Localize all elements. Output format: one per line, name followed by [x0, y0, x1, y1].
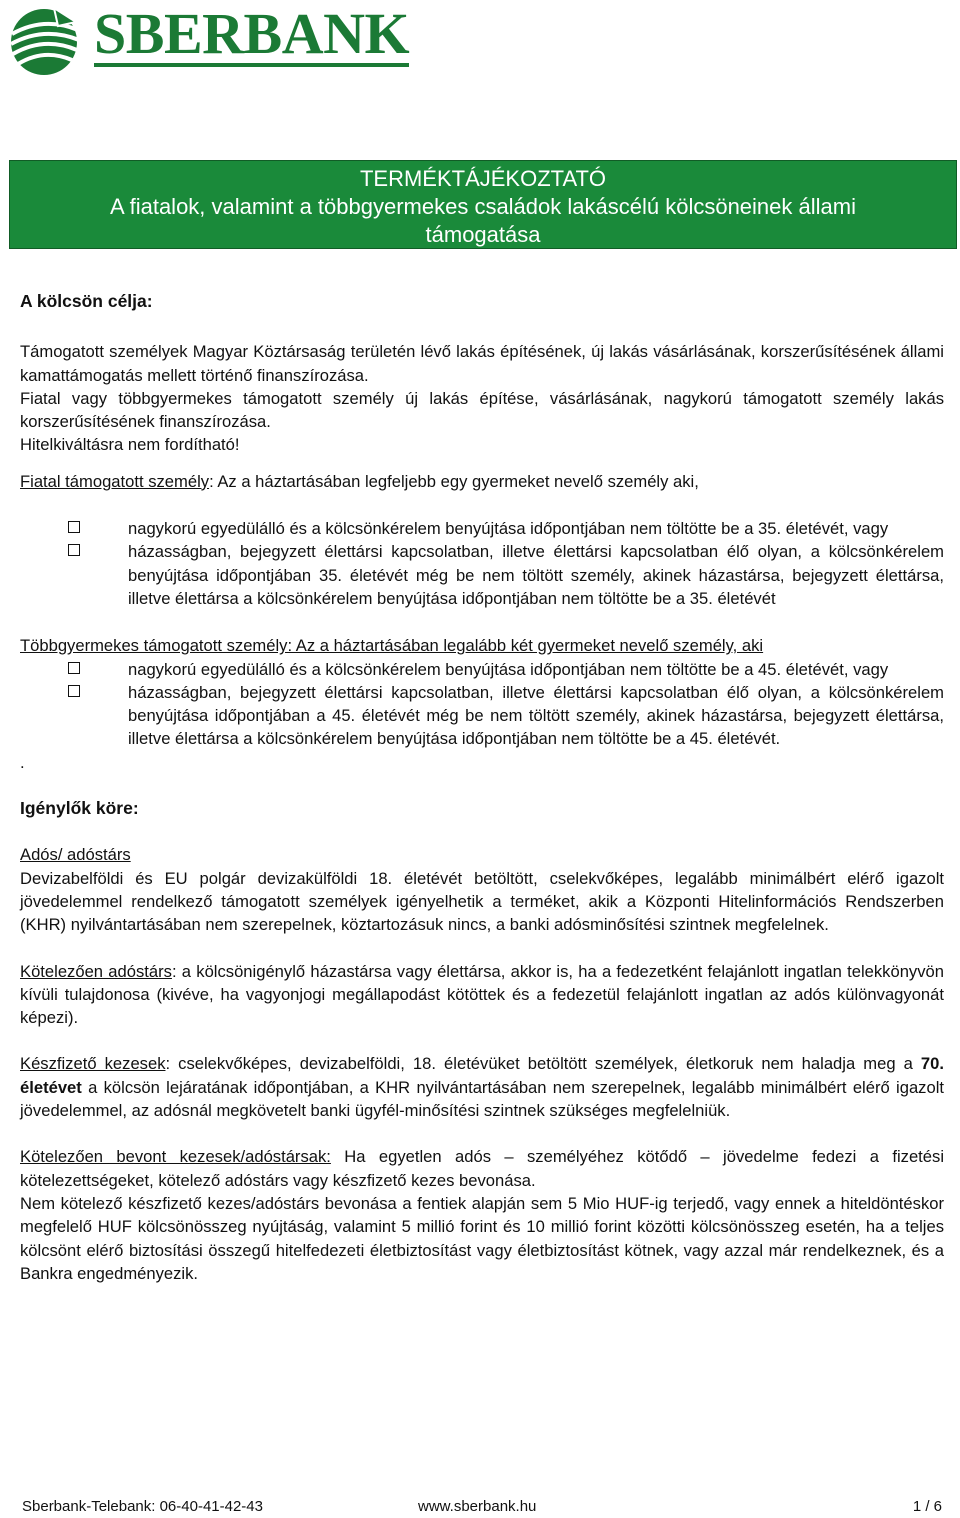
square-bullet-icon	[68, 544, 80, 556]
title-line-1: TERMÉKTÁJÉKOZTATÓ	[359, 166, 607, 191]
mandatory-text: : a kölcsönigénylő házastársa vagy élettársa, akkor is, ha a fedezetként felajánlott ingatlan telekkönyvön kívüli tulajdonosa (kivéve, ha vagyonjogi megállapodást kötöttek és a fedezetül felajánlott ingatlan az adós különvagyonát képezi).	[20, 961, 944, 1028]
purpose-heading: A kölcsön célja:	[20, 291, 153, 311]
involved-term: Kötelezően bevont kezesek/adóstársak:	[20, 1147, 331, 1167]
square-bullet-icon	[68, 662, 80, 674]
title-banner	[9, 160, 957, 249]
involved-text: Ha egyetlen adós – személyéhez kötődő – jövedelme fedezi a fizetési kötelezettségeket, kötelező adóstárs vagy készfizető kezes bevonása.	[20, 1147, 945, 1190]
mandatory-term: Kötelezően adóstárs	[20, 961, 172, 981]
guarantor-term: Készfizető kezesek	[20, 1054, 166, 1074]
footer-page-number: 1 / 6	[912, 1498, 942, 1515]
brand-name: SBERBANK	[94, 1, 410, 66]
list-item: nagykorú egyedülálló és a kölcsönkérelem benyújtása időpontjában nem töltötte be a 45. életévét, vagy	[20, 658, 944, 681]
purpose-paragraph-3: Hitelkiváltásra nem fordítható!	[20, 435, 240, 455]
sberbank-logo	[6, 1, 410, 76]
guarantor-age-limit: 70. életévet	[20, 1054, 944, 1097]
list-item: házasságban, bejegyzett élettársi kapcsolatban, illetve élettársi kapcsolatban élő olyan, a kölcsönkérelem benyújtása időpontjában 35. életévét még be nem töltött személy, akinek házastársa, bejegyzett élettársa, illetve élettársa a kölcsönkérelem benyújtása időpontjában nem töltötte be a 35. életévét	[20, 540, 944, 610]
list-item: házasságban, bejegyzett élettársi kapcsolatban, illetve élettársi kapcsolatban élő olyan, a kölcsönkérelem benyújtása időpontjában a 45. életévét még be nem töltött személy, akinek házastársa, bejegyzett élettársa, illetve élettársa a kölcsönkérelem benyújtása időpontjában nem töltötte be a 45. életévét.	[20, 681, 944, 751]
square-bullet-icon	[68, 685, 80, 697]
mandatory-codebtor	[20, 960, 944, 1030]
multi-child-heading: Többgyermekes támogatott személy: Az a háztartásában legalább két gyermeket nevelő személy, aki	[20, 636, 764, 656]
footer-website[interactable]: www.sberbank.hu	[418, 1498, 537, 1515]
young-intro: : Az a háztartásában legfeljebb egy gyermeket nevelő személy aki,	[209, 471, 699, 491]
page-footer	[22, 1496, 942, 1518]
multi-child-criteria-list	[20, 658, 944, 751]
young-criteria-list	[20, 517, 944, 610]
not-mandatory-text: Nem kötelező készfizető kezes/adóstárs bevonása a fentiek alapján sem 5 Mio HUF-ig terjedő, vagy ennek a hiteldöntéskor megfelelő HUF kölcsönösszeg nyújtáság, valamint 5 millió forint és 10 millió forint közötti kölcsönösszeg esetén, ha a teljes kölcsönt elérő biztosítási összegű hitelfedezeti életbiztosítást vagy életbiztosítást kötnek, vagy azzal már rendelkeznek, és a Bankra engedményezik.	[20, 1193, 944, 1283]
square-bullet-icon	[68, 521, 80, 533]
purpose-paragraph-2: Fiatal vagy többgyermekes támogatott személy új lakás építése, vásárlásának, nagykorú támogatott személy lakás korszerűsítésének finanszírozása.	[20, 388, 944, 432]
applicants-heading: Igénylők köre:	[20, 798, 139, 819]
title-line-2: A fiatalok, valamint a többgyermekes családok lakáscélú kölcsöneinek állami	[110, 194, 856, 219]
title-line-3: támogatása	[425, 222, 541, 247]
purpose-paragraph-1: Támogatott személyek Magyar Köztársaság területén lévő lakás építésének, új lakás vásárlásának, korszerűsítésének állami kamattámogatás mellett történő finanszírozása.	[20, 342, 944, 385]
guarantors	[20, 1052, 944, 1122]
list-item: nagykorú egyedülálló és a kölcsönkérelem benyújtása időpontjában nem töltötte be a 35. életévét, vagy	[20, 517, 944, 540]
young-definition	[20, 470, 944, 493]
stray-dot: .	[20, 752, 25, 772]
debtor-text: Devizabelföldi és EU polgár devizakülföldi 18. életévét betöltött, cselekvőképes, legalább minimálbért elérő igazolt jövedelemmel rendelkező támogatott személyek igényelhetik a terméket, akik a Központi Hitelinformációs Rendszerben (KHR) nyilvántartásában nem szerepelnek, köztartozásuk nincs, a banki adósminősítési szintnek megfelelnek.	[20, 868, 944, 935]
debtor-term: Adós/ adóstárs	[20, 845, 131, 865]
guarantor-text-b: a kölcsön lejáratának időpontjában, a KHR nyilvántartásában nem szerepelnek, legalább minimálbért elérő igazolt jövedelemmel, az adósnál megkövetelt banki ügyfél-minősítési szintnek szükséges megfelelniük.	[20, 1077, 944, 1121]
guarantor-text-a: : cselekvőképes, devizabelföldi, 18. életévüket betöltött személyek, életkoruk nem haladja meg a	[165, 1054, 921, 1074]
footer-phone: Sberbank-Telebank: 06-40-41-42-43	[22, 1498, 263, 1515]
sberbank-emblem-icon	[6, 4, 82, 76]
document-body	[20, 290, 944, 1285]
young-term: Fiatal támogatott személy	[20, 471, 210, 491]
involved-guarantors	[20, 1145, 944, 1192]
